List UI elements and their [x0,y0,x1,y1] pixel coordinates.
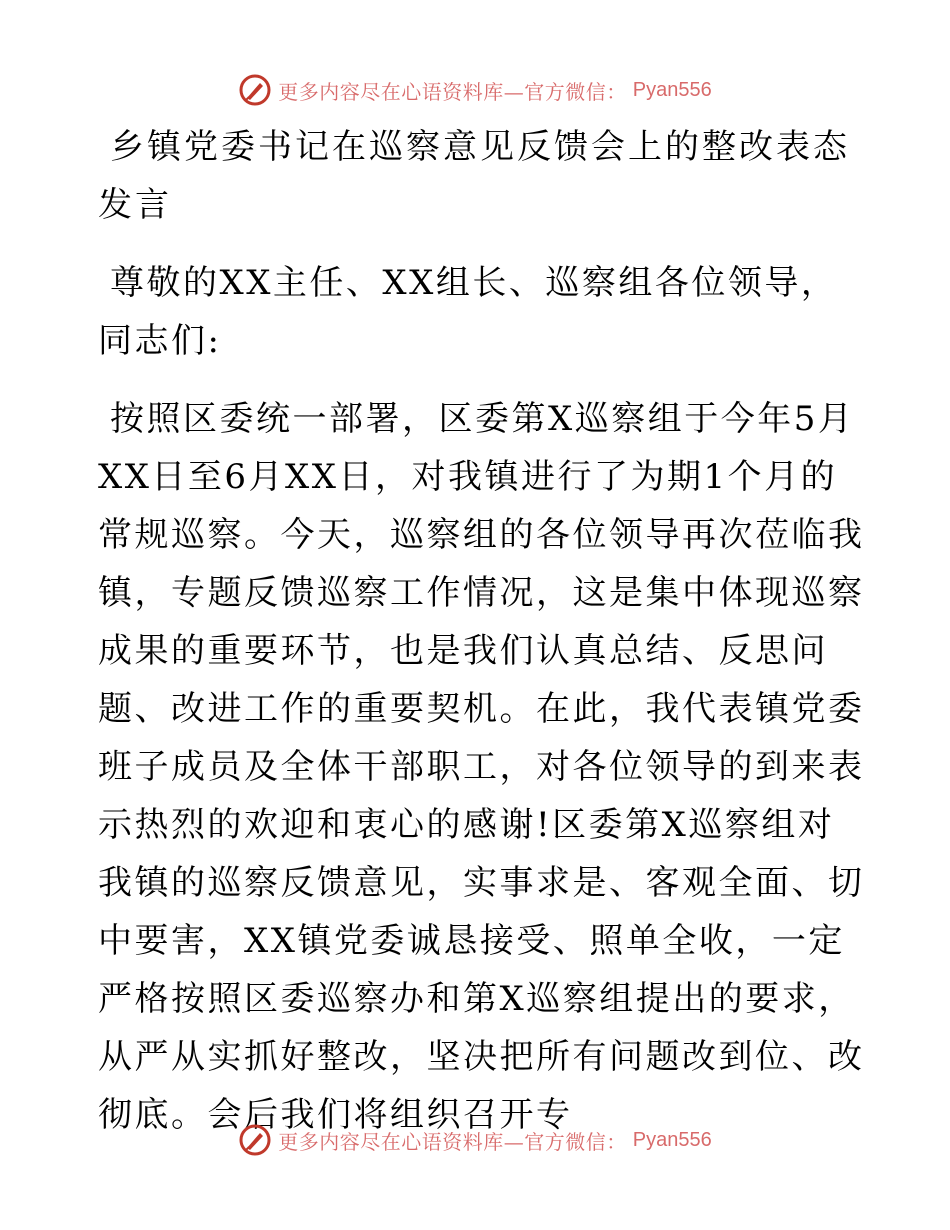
document-salutation: 尊敬的XX主任、XX组长、巡察组各位领导，同志们: [98,263,838,361]
header-watermark [0,70,950,110]
red-quill-logo-icon [238,73,272,107]
watermark-text: 更多内容尽在心语资料库—官方微信： [278,79,627,104]
watermark-wechat-id: Pyan556 [632,1128,712,1151]
document-paragraph: 按照区委统一部署，区委第X巡察组于今年5月XX日至6月XX日，对我镇进行了为期1个月的常规巡察。今天，巡察组的各位领导再次莅临我镇，专题反馈巡察工作情况，这是集中体现巡察成果的重要环节，也是我们认真总结、反思问题、改进工作的重要契机。在此，我代表镇党委班子成员及全体干部职工，对各位领导的到来表示热烈的欢迎和衷心的感谢!区委第X巡察组对我镇的巡察反馈意见，实事求是、客观全面、切中要害，XX镇党委诚恳接受、照单全收，一定严格按照区委巡察办和第X巡察组提出的要求，从严从实抓好整改，坚决把所有问题改到位、改彻底。会后我们将组织召开专 [98,399,865,1135]
document-body [98,118,868,1164]
watermark-wechat-id: Pyan556 [632,78,712,101]
footer-watermark [0,1120,950,1160]
document-title: 乡镇党委书记在巡察意见反馈会上的整改表态发言 [98,127,850,225]
watermark-text: 更多内容尽在心语资料库—官方微信： [278,1129,627,1154]
red-quill-logo-icon [238,1123,272,1157]
